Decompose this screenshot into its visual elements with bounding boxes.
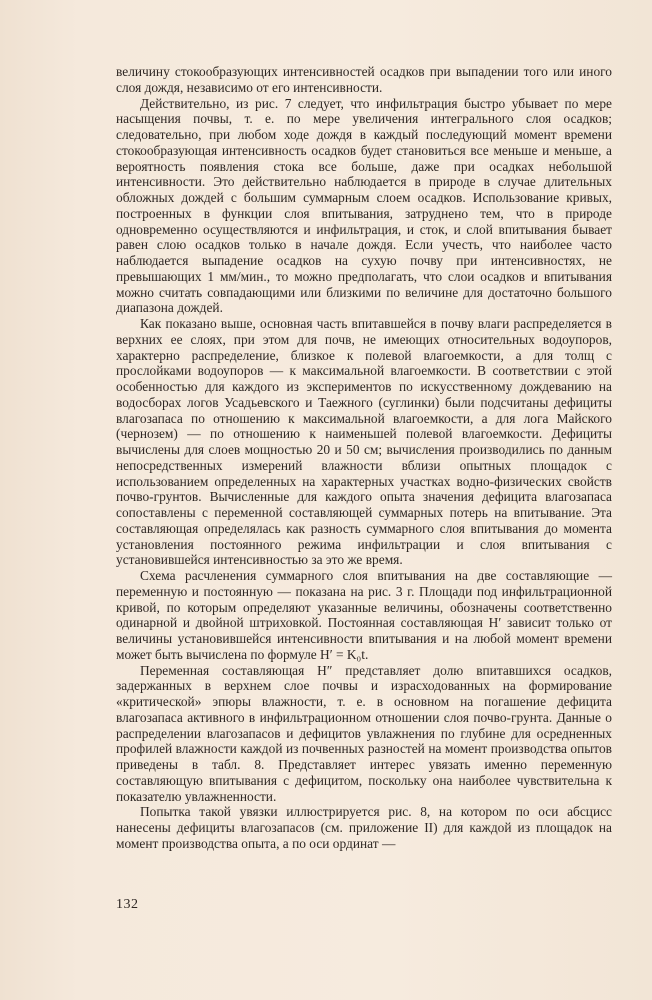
paragraph: Схема расчленения суммарного слоя впитывания на две составляющие — переменную и постоянную — показана на рис. 3 г. Площади под инфильтрационной кривой, по которым определяют указанные величины, обозначены соответственно одинарной и двойной штриховкой. Постоянная составляющая H′ зависит только от величины установившейся интенсивности впитывания и на любой момент времени может быть вычислена по формуле H′ = K₀t. [116,568,612,662]
paragraph-continuation: величину стокообразующих интенсивностей осадков при выпадении того или иного слоя дождя, независимо от его интенсивности. [116,64,612,95]
paragraph: Переменная составляющая H″ представляет долю впитавшихся осадков, задержанных в верхнем слое почвы и израсходованных на формирование «критической» эпюры влажности, т. е. в основном на погашение дефицита влагозапаса активного в инфильтрационном отношении слоя почво-грунта. Данные о распределении влагозапасов и дефицитов увлажнения по глубине для осредненных профилей влажности каждой из почвенных разностей на момент производства опытов приведены в табл. 8. Представляет интерес увязать именно переменную составляющую впитывания с дефицитом, поскольку она наиболее чувствительна к показателю увлажненности. [116,662,612,804]
paragraph: Действительно, из рис. 7 следует, что инфильтрация быстро убывает по мере насыщения почвы, т. е. по мере увеличения интегрального слоя осадков; следовательно, при любом ходе дождя в каждый последующий момент времени стокообразующая интенсивность осадков будет становиться все меньше и меньше, а вероятность появления стока все больше, даже при осадках небольшой интенсивности. Это действительно наблюдается в природе в случае длительных обложных дождей с большим суммарным слоем осадков. Использование кривых, построенных в функции слоя впитывания, затруднено тем, что в природе одновременно осуществляются и инфильтрация, и сток, и слой впитывания бывает равен слою осадков только в начале дождя. Если учесть, что наиболее часто наблюдается выпадение осадков на сухую почву при интенсивностях, не превышающих 1 мм/мин., то можно предполагать, что слои осадков и впитывания можно считать совпадающими или близкими по величине для достаточно большого диапазона дождей. [116,95,612,316]
paragraph: Как показано выше, основная часть впитавшейся в почву влаги распределяется в верхних ее слоях, при этом для почв, не имеющих относительных водоупоров, характерно распределение, близкое к полевой влагоемкости, а для толщ с прослойками водоупоров — к максимальной влагоемкости. В соответствии с этой особенностью для каждого из экспериментов по искусственному дождеванию на водосборах логов Усадьевского и Таежного (суглинки) были подсчитаны дефициты влагозапаса по отношению к максимальной влагоемкости, а для лога Майского (чернозем) — по отношению к наименьшей полевой влагоемкости. Дефициты вычислены для слоев мощностью 20 и 50 см; вычисления производились по данным непосредственных измерений влажности вблизи опытных площадок с использованием определенных на характерных участках водно-физических свойств почво-грунтов. Вычисленные для каждого опыта значения дефицита влагозапаса сопоставлены с переменной составляющей суммарных потерь на впитывание. Эта составляющая определялась как разность суммарного слоя впитывания до момента установления постоянного режима инфильтрации и слоя впитывания с установившейся интенсивностью за это же время. [116,316,612,568]
paragraph: Попытка такой увязки иллюстрируется рис. 8, на котором по оси абсцисс нанесены дефициты влагозапасов (см. приложение II) для каждой из площадок на момент производства опыта, а по оси ординат — [116,804,612,851]
body-text [116,64,612,852]
page-number: 132 [116,897,139,912]
